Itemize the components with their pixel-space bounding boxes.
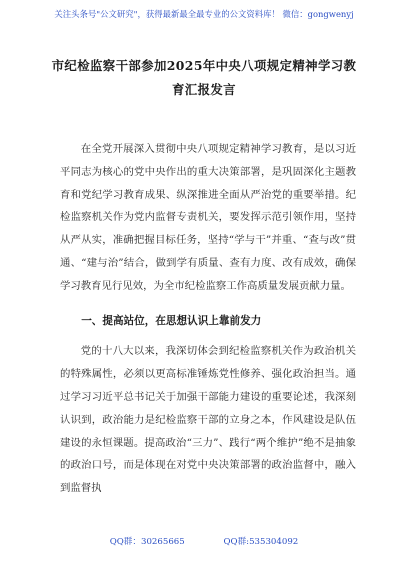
footer-qq-group-1: QQ群：30265665	[109, 537, 185, 547]
section-paragraph: 党的十八大以来，我深切体会到纪检监察机关作为政治机关的特殊属性，必须以更高标准锤炼党性修养、强化政治担当。通过学习习近平总书记关于加强干部能力建设的重要论述，我深刻认识到，政治能力是纪检监察干部的立身之本，作风建设是队伍建设的永恒课题。提高政治“三力”、践行“两个维护”绝不是抽象的政治口号，而是体现在对党中央决策部署的政治监督中，融入到监督执	[60, 345, 356, 495]
document-body	[60, 138, 356, 500]
intro-paragraph: 在全党开展深入贯彻中央八项规定精神学习教育，是以习近平同志为核心的党中央作出的重大决策部署，是巩固深化主题教育和党纪学习教育成果、纵深推进全面从严治党的重要举措。纪检监察机关作为党内监督专责机关，要发挥示范引领作用，坚持从严从实，准确把握目标任务，坚持“学与干”并重、“查与改”贯通、“建与治”结合，做到学有质量、查有力度、改有成效，确保学习教育见行见效，为全市纪检监察工作高质量发展贡献力量。	[60, 143, 356, 292]
section-heading: 一、提高站位，在思想认识上靠前发力	[81, 314, 262, 327]
footer-qq-group-2: QQ群:535304092	[223, 537, 299, 547]
header-promo-banner: 关注头条号"公文研究"，获得最新最全最专业的公文资料库！ 微信：gongwenyj	[54, 9, 354, 19]
document-title: 市纪检监察干部参加2025年中央八项规定精神学习教育汇报发言	[51, 58, 357, 97]
footer-contacts	[0, 535, 408, 547]
